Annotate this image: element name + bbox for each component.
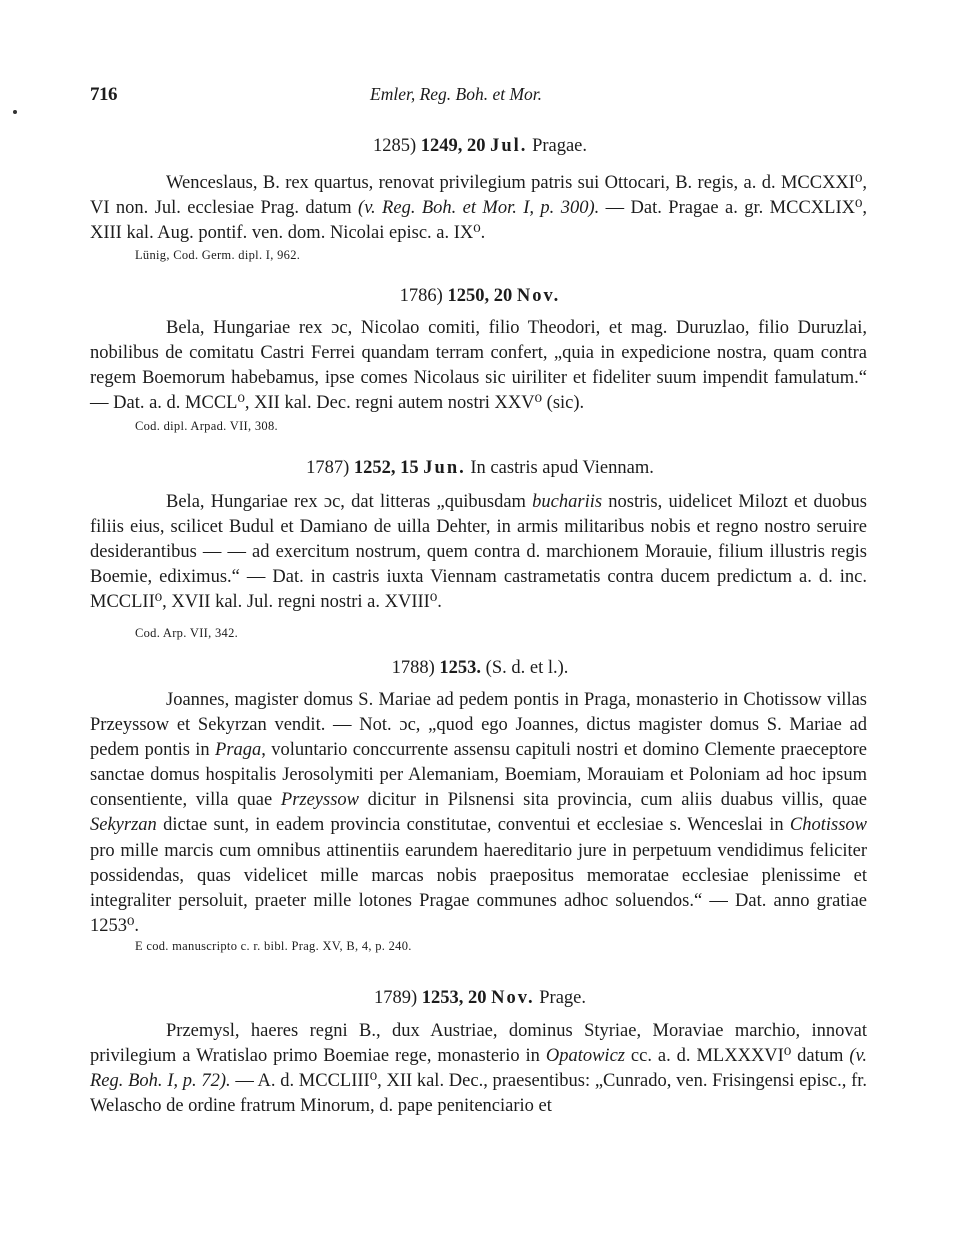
text-run: — Dat. Pragae a. gr. MCCXLIX⁰, XIII kal. Aug. pontif. ven. dom. Nicolai episc. a. IX⁰. [90,198,868,244]
entry-date: 1249, 20 [420,136,486,156]
entry-heading [0,134,960,158]
entry-source: Cod. dipl. Arpad. VII, 308. [135,419,278,433]
entry-date: 1253, 20 [421,988,487,1008]
entry-text [90,316,867,416]
entry-text [90,171,867,246]
italic-run: Przeyssow [280,790,360,811]
running-head: Emler, Reg. Boh. et Mor. [370,84,543,104]
entry-place: (S. d. et l.). [485,658,569,678]
entry-heading [0,456,960,480]
entry-source: Cod. Arp. VII, 342. [135,626,239,640]
entry-month: Jun. [423,458,466,478]
italic-run: Chotissow [789,815,867,836]
text-run: — A. d. MCCLIII⁰, XII kal. Dec., praesentibus: „Cunrado, ven. Frisingensi episc., fr. Welascho de ordine fratrum Minorum, d. pape penitenciario et [90,1071,867,1117]
entry-number: 1787) [306,458,350,478]
italic-run: Sekyrzan [90,815,157,836]
entry-date: 1250, 20 [447,286,513,306]
entry-source: Lünig, Cod. Germ. dipl. I, 962. [135,248,301,262]
entry-text [90,1019,867,1119]
entry-number: 1789) [373,988,418,1008]
entry-month: Nov. [516,286,561,306]
entry-text [90,490,867,615]
entry-source: E cod. manuscripto c. r. bibl. Prag. XV, B, 4, p. 240. [135,939,412,953]
text-run: pro mille marcis cum omnibus attinentiis earundem haereditario jure in perpetuum vendidimus feliciter possidendas, quas videlicet mille marcas nobis praepositus memoratae ecclesiae plenissime et integraliter persoluit, praeter mille lotones Pragae communes adhoc soluendos.“ — Dat. anno gratiae 1253⁰. [90,840,867,936]
entry-heading [0,656,960,680]
entry-heading [0,986,960,1010]
italic-run: Opatowicz [545,1046,625,1067]
text-run: dicitur in Pilsnensi sita provincia, cum aliis duabus villis, quae [359,790,867,811]
page-number: 716 [90,84,117,105]
entry-date: 1252, 15 [353,458,419,478]
entry-number: 1788) [391,658,435,678]
text-run: cc. a. d. MLXXXVI⁰ datum [624,1046,850,1067]
entry-month: Jul. [490,136,528,156]
text-run: Bela, Hungariae rex ɔc, dat litteras „quibusdam [166,492,533,512]
entry-number: 1786) [399,286,443,306]
text-run: Przemysl, haeres regni B., dux Austriae, dominus Styriae, Moraviae marchio, innovat privilegium a Wratislao primo Boemiae rege, monasterio in [90,1021,867,1067]
text-run: dictae sunt, in eadem provincia constitutae, conventui et ecclesiae s. Wenceslai in [156,815,790,836]
italic-run: (v. Reg. Boh. I, p. 72). [90,1046,867,1092]
entry-place: Prage. [539,988,586,1008]
entry-number: 1285) [372,136,417,156]
text-run: Bela, Hungariae rex ɔc, Nicolao comiti, filio Theodori, et mag. Duruzlao, filio Duruzlai, nobilibus de comitatu Castri Ferrei quandam terram confert, „quia in expedicione nostra, quam contra regem Boemorum habebamus, ipse comes Nicolaus sic uiriliter et fideliter suum impendit famulatum.“ — Dat. a. d. MCCL⁰, XII kal. Dec. regni autem nostri XXV⁰ (sic). [90,318,867,414]
entry-month: Nov. [491,988,535,1008]
text-run: nostris, uidelicet Milozt et duobus filiis eius, scilicet Budul et Damiano de uilla Dehter, in armis militaribus nobis et regno nostro seruire desiderantibus — — ad exercitum nostrum, quem contra d. marchionem Morauie, filium illustris regis Boemie, ediximus.“ — Dat. in castris iuxta Viennam castrametatis contra ducem predictum a. d. inc. MCCLII⁰, XVII kal. Jul. regni nostri a. XVIII⁰. [90,492,867,613]
margin-dot [13,110,17,114]
entry-heading [0,284,960,308]
entry-text [90,688,867,939]
text-run: , voluntario conccurrente assensu capituli nostri et domino Clemente praeceptore sanctae domus hospitalis Jerosolymiti per Alemaniam, Boemiam, Morauiam et Poloniam ad hoc ipsum consentiente, villa quae [90,740,867,811]
italic-run: Praga [215,740,262,761]
entry-place: Pragae. [532,136,588,156]
italic-run: (v. Reg. Boh. et Mor. I, p. 300). [358,198,600,219]
text-run: Joannes, magister domus S. Mariae ad pedem pontis in Praga, monasterio in Chotissow villas Przeyssow et Sekyrzan vendit. — Not. ɔc, „quod ego Joannes, dictus magister domus S. Mariae ad pedem pontis in [90,690,867,761]
text-run: Wenceslaus, B. rex quartus, renovat privilegium patris sui Ottocari, B. regis, a. d. MCCXXI⁰, VI non. Jul. ecclesiae Prag. datum [90,173,867,219]
italic-run: buchariis [532,492,603,512]
entry-place: In castris apud Viennam. [470,458,654,478]
entry-date: 1253. [439,658,482,678]
